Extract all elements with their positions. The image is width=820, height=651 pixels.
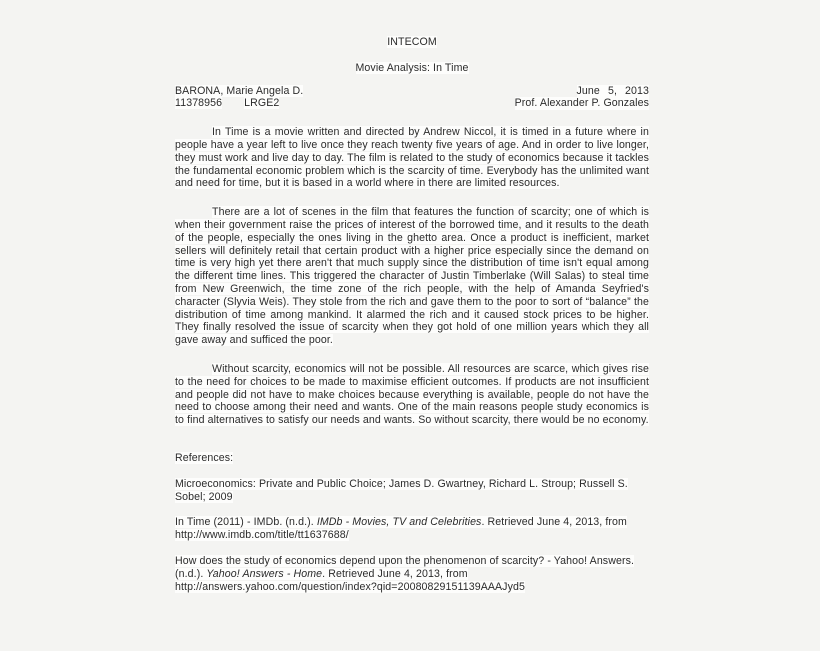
reference-text: Microeconomics: Private and Public Choice; James D. Gwartney, Richard L. Stroup; Russell S. Sobel; 2009 (175, 477, 628, 503)
paragraph-text: Without scarcity, economics will not be possible. All resources are scarce, which gives rise to the need for choices to be made to maximise efficient outcomes. If products are not insufficient and people did not have to make choices because everything is available, people do not have the need to choose among their need and wants. One of the main reasons people study economics is to find alternatives to satisfy our needs and wants. So without scarcity, there would be no economy. (175, 362, 649, 427)
date: June 5, 2013 (576, 84, 649, 97)
essay-body (175, 126, 649, 427)
reference-entry-2 (175, 516, 649, 542)
reference-text: How does the study of economics depend upon the phenomenon of scarcity? - Yahoo! Answers. (n.d.). Yahoo! Answers - Home. Retrieved June 4, 2013, from http://answers.yahoo.com/question/index?qid=20080829151139AAAJyd5 (175, 554, 635, 593)
references-heading (175, 452, 649, 465)
org-title-text: INTECOM (387, 36, 437, 48)
document-content (175, 0, 649, 606)
section-code: LRGE2 (244, 97, 280, 110)
header-row-2 (175, 97, 649, 110)
paragraph-text: In Time is a movie written and directed by Andrew Niccol, it is timed in a future where in people have a year left to live once they reach twenty five years of age. And in order to live longer, they must work and live day to day. The film is related to the study of economics because it tackles the fundamental economic problem which is the scarcity of time. Everybody has the unlimited want and need for time, but it is based in a world where in there are limited resources. (175, 126, 649, 190)
paragraph-text: There are a lot of scenes in the film that features the function of scarcity; one of which is when their government raise the prices of interest of the borrowed time, and it results to the death of the people, especially the ones living in the ghetto area. Once a product is inefficient, market sellers will definitely retail that certain product with a higher price especially since the demand on time is very high yet there aren't that much supply since the distribution of time isn't equal among the different time lines. This triggered the character of Justin Timberlake (Will Salas) to steal time from New Greenwich, the time zone of the rich people, with the help of Amanda Seyfried's character (Slyvia Weis). They stole from the rich and gave them to the poor to sort of “balance” the distribution of time among mankind. It alarmed the rich and it caused stock prices to be higher. They finally resolved the issue of scarcity when they got hold of one million years which they all gave away and sufficed the poor. (175, 206, 649, 347)
doc-title-text: Movie Analysis: In Time (355, 61, 469, 74)
header-row-1 (175, 85, 649, 98)
paragraph-1 (175, 126, 649, 190)
student-id: 11378956 (175, 97, 223, 110)
student-info (175, 97, 279, 110)
org-title (175, 36, 649, 49)
references-section (175, 452, 649, 593)
author-name: BARONA, Marie Angela D. (175, 84, 304, 97)
references-heading-text: References: (175, 451, 234, 464)
reference-text: In Time (2011) - IMDb. (n.d.). IMDb - Movies, TV and Celebrities. Retrieved June 4, 2013, from http://www.imdb.com/title/tt1637688/ (175, 516, 627, 542)
paragraph-2 (175, 206, 649, 347)
reference-entry-3 (175, 555, 649, 593)
references-list (175, 478, 649, 594)
paragraph-3 (175, 363, 649, 427)
doc-title (175, 62, 649, 75)
reference-entry-1 (175, 478, 649, 504)
professor-name: Prof. Alexander P. Gonzales (514, 97, 649, 110)
